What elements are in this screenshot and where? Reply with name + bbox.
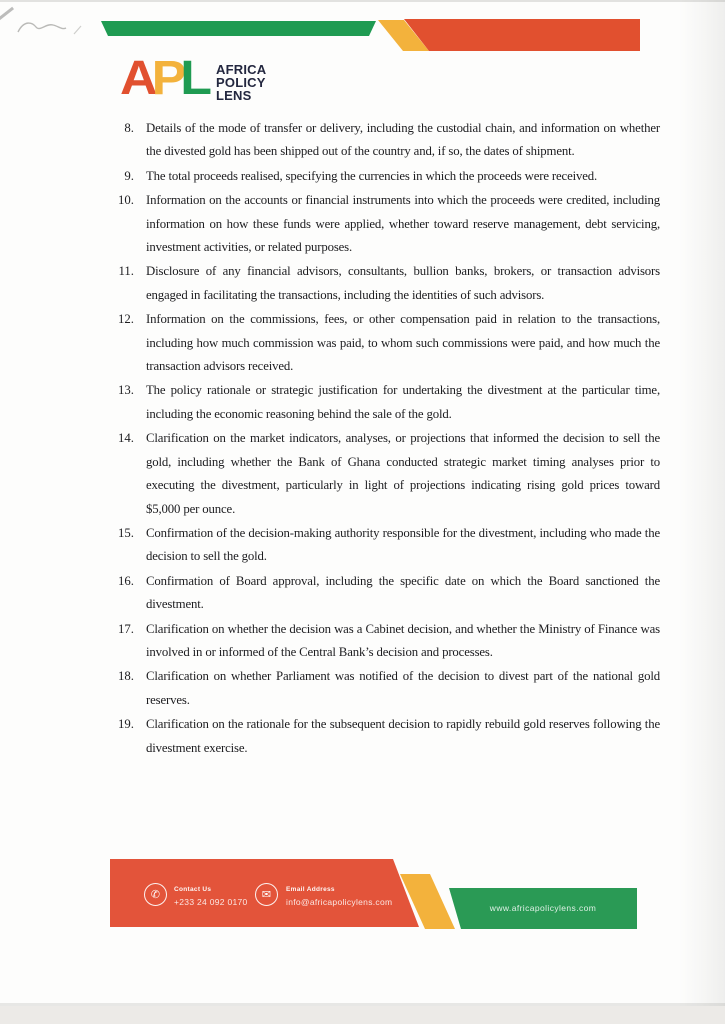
list-item-number: 14. bbox=[118, 431, 134, 446]
ribbon-red-stripe bbox=[404, 19, 640, 51]
list-item-number: 13. bbox=[118, 383, 134, 398]
list-item-text: Clarification on the rationale for the subsequent decision to rapidly rebuild gold reserves following the divestment exercise. bbox=[146, 717, 660, 755]
logo-letter-p: P bbox=[151, 51, 181, 105]
list-item-number: 12. bbox=[118, 312, 134, 327]
list-item-text: Clarification on whether Parliament was notified of the decision to divest part of the national gold reserves. bbox=[146, 669, 660, 707]
list-item-text: Information on the accounts or financial instruments into which the proceeds were credited, including information on how these funds were applied, whether toward reserve management, debt servicing, investment activities, or related purposes. bbox=[146, 193, 660, 255]
email-label: Email Address bbox=[286, 886, 335, 893]
list-item-text: Information on the commissions, fees, or other compensation paid in relation to the transactions, including how much commission was paid, to whom such commissions were paid, and how much the transaction advisors received. bbox=[146, 312, 660, 374]
ribbon-green-stripe bbox=[101, 21, 376, 36]
list-item-text: Clarification on the market indicators, analyses, or projections that informed the decision to sell the gold, including whether the Bank of Ghana conducted strategic market timing analyses prior to executing the divestment, particularly in light of projections indicating rising gold prices toward $5,000 per ounce. bbox=[146, 431, 660, 516]
list-item-text: Confirmation of Board approval, including the specific date on which the Board sanctioned the divestment. bbox=[146, 573, 660, 612]
logo-word-line: LENS bbox=[216, 88, 252, 103]
list-item-text: The total proceeds realised, specifying the currencies in which the proceeds were received. bbox=[146, 168, 598, 183]
footer bbox=[0, 855, 725, 945]
scan-edge-bottom-band bbox=[0, 1006, 725, 1024]
list-item-number: 11. bbox=[118, 264, 134, 279]
list-item bbox=[112, 713, 660, 760]
list-item bbox=[112, 522, 660, 569]
list-item bbox=[112, 379, 660, 426]
list-item bbox=[112, 665, 660, 712]
logo-letter-l: L bbox=[180, 51, 207, 105]
list-item-number: 8. bbox=[124, 121, 134, 135]
list-item bbox=[112, 165, 660, 188]
contact-block bbox=[174, 886, 248, 907]
list-item-number: 9. bbox=[124, 168, 134, 183]
list-item-number: 16. bbox=[118, 573, 134, 588]
list-item bbox=[112, 427, 660, 521]
contact-label: Contact Us bbox=[174, 886, 212, 893]
list-item bbox=[112, 117, 660, 164]
list-item-text: Confirmation of the decision-making authority responsible for the divestment, including who made the decision to sell the gold. bbox=[146, 525, 660, 564]
header-ribbon bbox=[0, 0, 725, 62]
apl-logo-letters bbox=[120, 51, 207, 105]
list-item-text: Clarification on whether the decision was a Cabinet decision, and whether the Ministry of Finance was involved in or informed of the Central Bank’s decision and processes. bbox=[146, 621, 660, 659]
list-item-number: 10. bbox=[118, 193, 134, 208]
list-item bbox=[112, 618, 660, 665]
apl-logo bbox=[120, 51, 267, 105]
website-url: www.africapolicylens.com bbox=[489, 903, 597, 913]
email-block bbox=[286, 886, 392, 907]
list-item-text: Disclosure of any financial advisors, consultants, bullion banks, brokers, or transaction advisors engaged in facilitating the transactions, including the identities of such advisors. bbox=[146, 264, 660, 302]
logo-word-line: POLICY bbox=[216, 75, 266, 90]
envelope-icon bbox=[255, 883, 278, 906]
list-item-number: 18. bbox=[118, 669, 134, 684]
logo-word-line: AFRICA bbox=[216, 62, 267, 77]
list-item-text: Details of the mode of transfer or delivery, including the custodial chain, and information on whether the divested gold has been shipped out of the country and, if so, the dates of shipment. bbox=[146, 121, 660, 159]
list-item-number: 15. bbox=[118, 525, 134, 540]
envelope-glyph: ✉ bbox=[261, 888, 272, 901]
list-item bbox=[112, 189, 660, 259]
apl-logo-wordmark bbox=[216, 63, 266, 102]
list-item-number: 19. bbox=[118, 717, 134, 732]
phone-icon bbox=[144, 883, 167, 906]
email-address: info@africapolicylens.com bbox=[286, 897, 393, 907]
list-item bbox=[112, 570, 660, 617]
list-item bbox=[112, 260, 660, 307]
contact-phone-number: +233 24 092 0170 bbox=[174, 897, 248, 907]
document-body-list bbox=[112, 117, 660, 761]
list-item-text: The policy rationale or strategic justification for undertaking the divestment at the particular time, including the economic reasoning behind the sale of the gold. bbox=[146, 383, 660, 421]
list-item-number: 17. bbox=[118, 621, 134, 636]
logo-letter-a: A bbox=[120, 51, 152, 105]
phone-glyph: ✆ bbox=[150, 888, 161, 901]
list-item bbox=[112, 308, 660, 378]
